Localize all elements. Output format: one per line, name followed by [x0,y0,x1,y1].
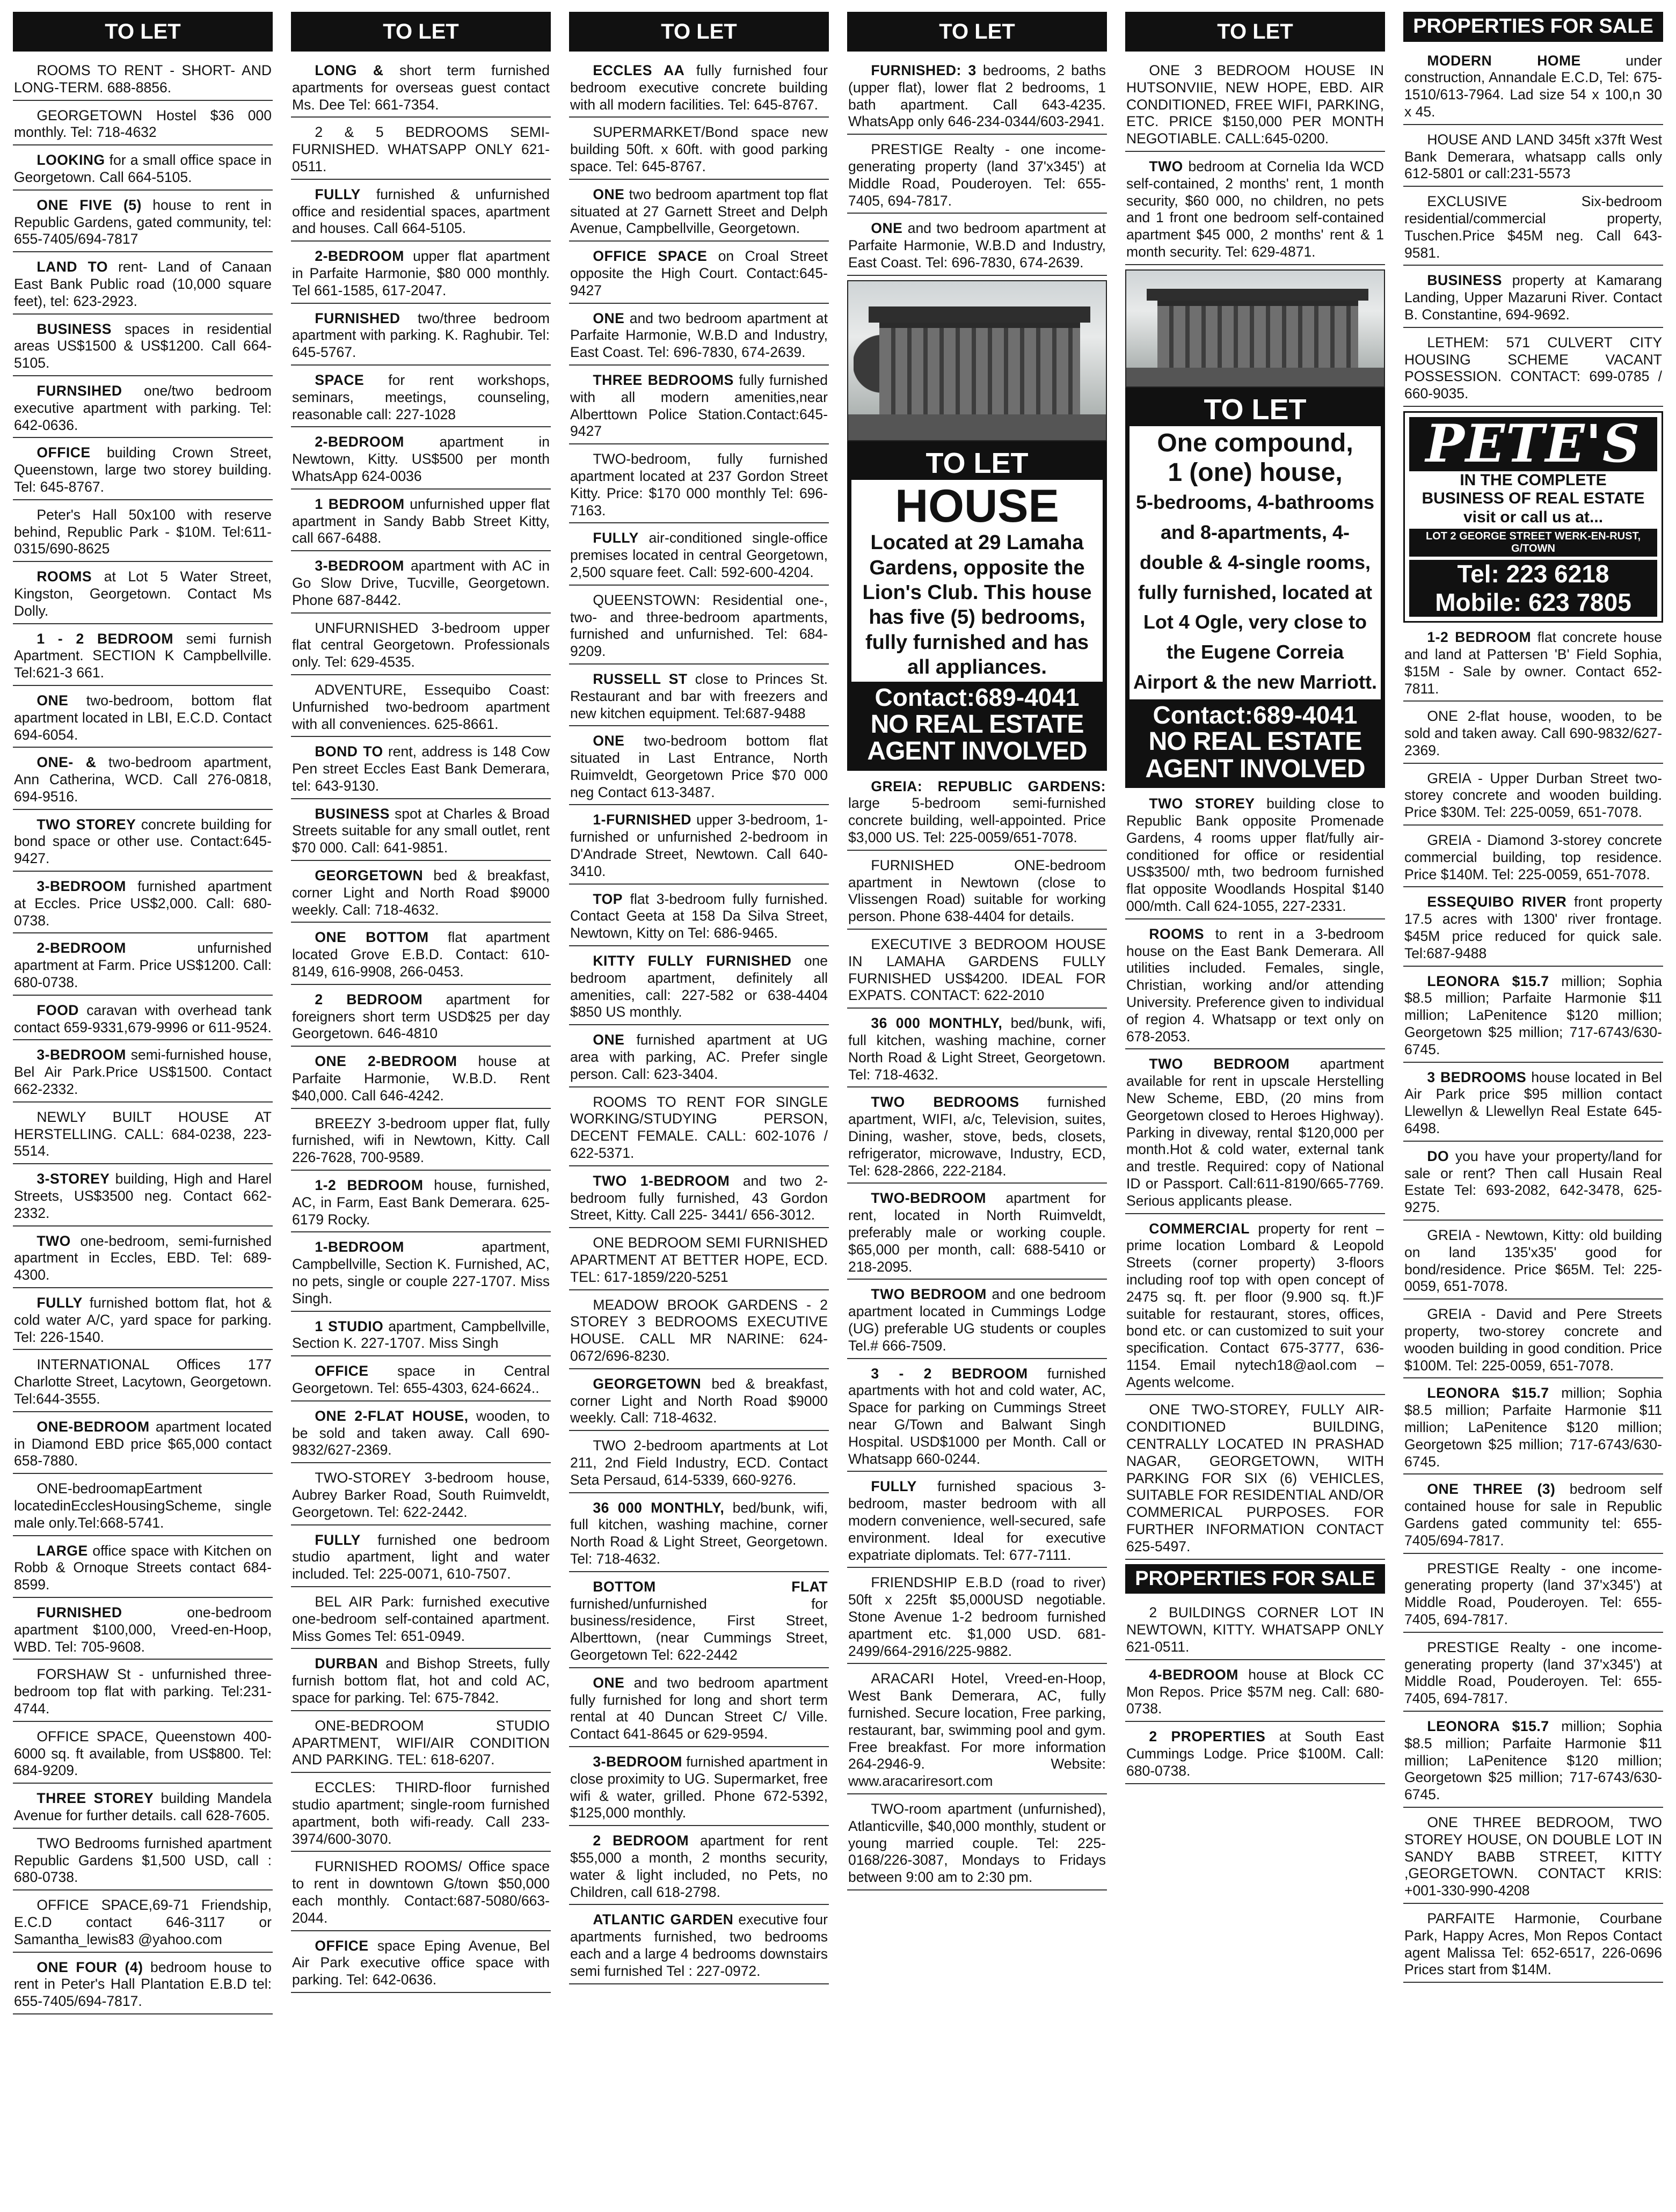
classified-ad: 1 BEDROOM unfurnished upper flat apartment in Sandy Babb Street Kitty, call 667-6488. [291,494,551,551]
classified-ad: ADVENTURE, Essequibo Coast: Unfurnished two-bedroom apartment with all conveniences. 625-8661. [291,680,551,737]
logo-mobile: Mobile: 623 7805 [1435,588,1631,617]
classified-ad: GREIA - Diamond 3-storey concrete commercial building, top residence. Price $140M. Tel: 225-0059, 651-7078. [1403,830,1663,887]
classified-ad: TWO Bedrooms furnished apartment Republic Gardens $1,500 USD, call : 680-0738. [13,1833,273,1890]
classified-ad: ROOMS at Lot 5 Water Street, Kingston, Georgetown. Contact Ms Dolly. [13,566,273,624]
classified-ad: TWO BEDROOM apartment available for rent in upscale Herstelling New Scheme, EBD, (20 mins from Georgetown closed to Heroes Highway). Parking in diveway, rental $120,000 per month.Hot & cold water, external tank and trestle. Required: copy of National ID or Passport. Call:611-8190/665-7769. Serious applicants please. [1125,1054,1385,1214]
classified-ad: FURNISHED two/three bedroom apartment with parking. K. Raghubir. Tel: 645-5767. [291,308,551,366]
classified-ad: BEL AIR Park: furnished executive one-bedroom self-contained apartment. Miss Gomes Tel: 651-0949. [291,1592,551,1649]
classified-ad: LOOKING for a small office space in Georgetown. Call 664-5105. [13,150,273,191]
classified-ad: THREE BEDROOMS fully furnished with all modern amenities,near Alberttown Police Station.Contact:645-9427 [569,370,829,444]
classified-ad: 1 STUDIO apartment, Campbellville, Section K. 227-1707. Miss Singh [291,1316,551,1357]
ad-list-top [1403,50,1663,407]
classified-ad: 3 BEDROOMS house located in Bel Air Park price $95 million contact Llewellyn & Llewellyn Real Estate 645-6498. [1403,1067,1663,1142]
ad-list [569,60,829,1984]
classified-ad: TWO STOREY concrete building for bond space or other use. Contact:645-9427. [13,814,273,872]
sale-ad-list [1125,1602,1385,1784]
classified-ad: TWO-BEDROOM apartment for rent, located in North Ruimveldt, preferably male or working couple. $65,000 per month, call: 688-5410 or 218-2095. [847,1188,1107,1280]
classified-ad: 36 000 MONTHLY, bed/bunk, wifi, full kitchen, washing machine, corner North Road & Light Street, Georgetown. Tel: 718-4632. [847,1013,1107,1087]
classified-ad: ONE-bedroomapEartment locatedinEcclesHousingScheme, single male only.Tel:668-5741. [13,1478,273,1536]
classified-ad: PARFAITE Harmonie, Courbane Park, Happy Acres, Mon Repos Contact agent Malissa Tel: 652-6517, 226-0696 Prices start from $14M. [1403,1908,1663,1983]
classified-ad: EXECUTIVE 3 BEDROOM HOUSE IN LAMAHA GARDENS FULLY FURNISHED US$4200. IDEAL FOR EXPATS. CONTACT: 622-2010 [847,934,1107,1009]
classified-ad: ESSEQUIBO RIVER front property 17.5 acres with 1300' river frontage. $45M price reduced for quick sale. Tel:687-9488 [1403,892,1663,966]
display-ad-big: HOUSE [895,480,1059,532]
classified-ad: LEONORA $15.7 million; Sophia $8.5 million; Parfaite Harmonie $11 million; LaPenitence $120 million; Georgetown $25 million; 717-6743/630-6745. [1403,1716,1663,1808]
classified-ad: ROOMS to rent in a 3-bedroom house on the East Bank Demerara. All utilities included. Females, single, Christian, working and/or attending University. Preference given to individual of region 4. Whatsapp or text only on 678-2053. [1125,924,1385,1050]
classified-ad: FULLY furnished & unfurnished office and residential spaces, apartment and houses. Call 664-5105. [291,184,551,242]
classified-ad: LAND TO rent- Land of Canaan East Bank Public road (10,000 square feet), tel: 623-2923. [13,257,273,314]
classified-ad: OFFICE building Crown Street, Queenstown, large two storey building. Tel: 645-8767. [13,442,273,500]
classified-ad: DURBAN and Bishop Streets, fully furnish bottom flat, hot and cold AC, space for parking. Tel: 675-7842. [291,1653,551,1711]
display-ad-line-1: One compound, [1157,428,1353,457]
classified-ad: LETHEM: 571 CULVERT CITY HOUSING SCHEME VACANT POSSESSION. CONTACT: 699-0785 / 660-9035. [1403,332,1663,407]
classified-ad: ONE 2-BEDROOM house at Parfaite Harmonie, W.B.D. Rent $40,000. Call 646-4242. [291,1051,551,1108]
classified-ad: BOTTOM FLAT furnished/unfurnished for business/residence, First Street, Alberttown, (near Cummings Street, Georgetown Tel: 622-2442 [569,1576,829,1668]
classified-ad: BUSINESS property at Kamarang Landing, Upper Mazaruni River. Contact B. Constantine, 694-9692. [1403,270,1663,327]
column-1 [13,12,273,2201]
classified-ad: ONE 3 BEDROOM HOUSE IN HUTSONVIIE, NEW HOPE, EBD. AIR CONDITIONED, FREE WIFI, PARKING, ETC. PRICE $150,000 PER MONTH NEGOTIABLE. CALL:645-0200. [1125,60,1385,152]
classified-ad: COMMERCIAL property for rent – prime location Lombard & Leopold Streets (corner property) 3-floors including roof top with open concept of 2475 sq. ft. per floor (9.900 sq. ft.)F suitable for restaurant, stores, offices, bond etc. or can customized to suit your specification. Contact 675-3777, 636-1154. Email nytech18@aol.com – Agents welcome. [1125,1218,1385,1396]
classified-ad: FRIENDSHIP E.B.D (road to river) 50ft x 225ft $5,000USD negotiable. Stone Avenue 1-2 bedroom furnished apartment etc. $1,000 USD. 681-2499/664-2916/225-9882. [847,1572,1107,1664]
section-header-to-let: TO LET [569,12,829,52]
classified-ad: 3-BEDROOM furnished apartment at Eccles. Price US$2,000. Call: 680-0738. [13,876,273,933]
classified-ad: GREIA: REPUBLIC GARDENS: large 5-bedroom semi-furnished concrete building, well-appointed. Price $3,000 US. Tel: 225-0059/651-7078. [847,776,1107,851]
classified-ad: ECCLES: THIRD-floor furnished studio apartment; single-room furnished apartment, both wifi-ready. Call 233-3974/600-3070. [291,1777,551,1852]
logo-tagline-2: BUSINESS OF REAL ESTATE [1422,490,1645,508]
logo-tel: Tel: 223 6218 [1457,560,1609,588]
classified-ad: FURNISHED: 3 bedrooms, 2 baths (upper flat), lower flat 2 bedrooms, 1 bath apartment. Call 643-4235. WhatsApp only 646-234-0344/603-2941. [847,60,1107,135]
ad-list-top [1125,60,1385,265]
classified-ad: ONE THREE (3) bedroom self contained house for sale in Republic Gardens gated community tel: 655-7405/694-7817. [1403,1479,1663,1553]
classified-ad: GREIA - David and Pere Streets property, two-storey concrete and wooden building in good condition. Price $100M. Tel: 225-0059, 651-7078. [1403,1304,1663,1378]
classified-ad: SUPERMARKET/Bond space new building 50ft. x 60ft. with good parking space. Tel: 645-8767. [569,122,829,179]
classified-ad: BUSINESS spaces in residential areas US$1500 & US$1200. Call 664-5105. [13,319,273,376]
classified-ad: TWO-STOREY 3-bedroom house, Aubrey Barker Road, South Ruimveldt, Georgetown. Tel: 622-2442. [291,1468,551,1525]
column-5 [1125,12,1385,2201]
classified-ad: ONE BOTTOM flat apartment located Grove E.B.D. Contact: 610-8149, 616-9908, 266-0453. [291,927,551,984]
display-ad-house [847,441,1107,771]
classified-ad: 2 BUILDINGS CORNER LOT IN NEWTOWN, KITTY. WHATSAPP ONLY 621-0511. [1125,1602,1385,1660]
classified-ad: FORSHAW St - unfurnished three-bedroom top flat with parking. Tel:231-4744. [13,1664,273,1721]
classified-ad: ONE TWO-STOREY, FULLY AIR-CONDITIONED BUILDING, CENTRALLY LOCATED IN PRASHAD NAGAR, GEORGETOWN, WITH PARKING FOR SIX (6) VEHICLES, SUITABLE FOR RESIDENTIAL AND/OR COMMERICAL PURPOSES. FOR FURTHER INFORMATION CONTACT 625-5497. [1125,1399,1385,1559]
classified-ad: FULLY furnished one bedroom studio apartment, light and water included. Tel: 225-0071, 610-7507. [291,1530,551,1587]
classified-ad: UNFURNISHED 3-bedroom upper flat central Georgetown. Professionals only. Tel: 629-4535. [291,618,551,675]
classified-ad: TWO one-bedroom, semi-furnished apartment in Eccles, EBD. Tel: 689-4300. [13,1231,273,1288]
petes-real-estate-ad [1403,411,1663,623]
classified-ad: ROOMS TO RENT FOR SINGLE WORKING/STUDYING PERSON, DECENT FEMALE. CALL: 602-1076 / 622-5371. [569,1092,829,1166]
classified-ad: INTERNATIONAL Offices 177 Charlotte Street, Lacytown, Georgetown. Tel:644-3555. [13,1354,273,1412]
section-header-to-let: TO LET [1125,12,1385,52]
classified-ad: 1 - 2 BEDROOM semi furnish Apartment. SECTION K Campbellville. Tel:621-3 661. [13,629,273,686]
classified-ad: ONE-BEDROOM STUDIO APARTMENT, WIFI/AIR CONDITION AND PARKING. TEL: 618-6207. [291,1715,551,1773]
classified-ad: ONE FIVE (5) house to rent in Republic Gardens, gated community, tel: 655-7405/694-7817 [13,195,273,252]
ground-shape [1126,368,1384,386]
classified-ad: TWO 1-BEDROOM and two 2-bedroom fully furnished, 43 Gordon Street, Kitty. Call 225- 3441/ 656-3012. [569,1171,829,1228]
classified-ad: 1-2 BEDROOM house, furnished, AC, in Farm, East Bank Demerara. 625-6179 Rocky. [291,1175,551,1232]
display-ad-compound [1125,388,1385,788]
display-ad-body: 5-bedrooms, 4-bathrooms and 8-apartments, 4-double & 4-single rooms, fully furnished, located at Lot 4 Ogle, very close to the Eugene Correia Airport & the new Marriott. [1133,491,1377,693]
classified-ad: 1-BEDROOM apartment, Campbellville, Section K. Furnished, AC, no pets, single or couple 227-1707. Miss Singh. [291,1237,551,1311]
classified-ad: NEWLY BUILT HOUSE AT HERSTELLING. CALL: 684-0238, 223-5514. [13,1107,273,1164]
building-shape [1157,301,1358,368]
classified-ad: 2 BEDROOM apartment for foreigners short term USD$25 per day Georgetown. 646-4810 [291,989,551,1047]
classified-ad: PRESTIGE Realty - one income-generating property (land 37'x345') at Middle Road, Pouderoyen. Tel: 655-7405, 694-7817. [1403,1637,1663,1712]
classified-ad: QUEENSTOWN: Residential one-, two- and three-bedroom apartments, furnished and unfurnished. Tel: 684-9209. [569,590,829,665]
logo-tagline-1: IN THE COMPLETE [1460,471,1607,489]
classified-ad: 2-BEDROOM apartment in Newtown, Kitty. US$500 per month WhatsApp 624-0036 [291,432,551,489]
classified-ad: FULLY furnished spacious 3-bedroom, master bedroom with all modern convenience, well-secured, safe environment. Ideal for executive expatriate diplomats. Tel: 677-7111. [847,1476,1107,1568]
classified-ad: ONE two-bedroom bottom flat situated in Last Entrance, North Ruimveldt, Georgetown Price $70 000 neg Contact 613-3487. [569,731,829,805]
ad-list-top [847,60,1107,276]
classified-ad: FULLY furnished bottom flat, hot & cold water A/C, yard space for parking. Tel: 226-1540. [13,1293,273,1350]
classified-ad: FULLY air-conditioned single-office premises located in central Georgetown, 2,500 square feet. Call: 592-600-4204. [569,528,829,585]
classified-ad: FURNISHED ONE-bedroom apartment in Newtown (close to Vlissengen Road) suitable for working person. Phone 638-4404 for details. [847,855,1107,930]
classified-ad: TWO STOREY building close to Republic Bank opposite Promenade Gardens, 4 rooms upper flat/fully air-conditioned for office or residential US$3500/ mth, two bedroom furnished flat opposite Woodlands Hospital $140 000/mth. Call 624-1055, 227-2331. [1125,793,1385,919]
classified-ad: ONE BEDROOM SEMI FURNISHED APARTMENT AT BETTER HOPE, ECD. TEL: 617-1859/220-5251 [569,1232,829,1290]
classified-ad: ONE and two bedroom apartment at Parfaite Harmonie, W.B.D and Industry, East Coast. Tel: 696-7830, 674-2639. [847,218,1107,275]
classified-ad: ONE-BEDROOM apartment located in Diamond EBD price $65,000 contact 658-7880. [13,1417,273,1474]
classified-ad: GEORGETOWN bed & breakfast, corner Light and North Road $9000 weekly. Call: 718-4632. [569,1374,829,1431]
classified-ad: BREEZY 3-bedroom upper flat, fully furnished, wifi in Newtown, Kitty. Call 226-7628, 700-9589. [291,1113,551,1171]
classified-ad: 3-BEDROOM semi-furnished house, Bel Air Park.Price US$1500. Contact 662-2332. [13,1045,273,1102]
ad-list [847,776,1107,1890]
classified-ad: MODERN HOME under construction, Annandale E.C.D, Tel: 675-1510/613-7964. Lad size 54 x 100,n 30 x 45. [1403,50,1663,125]
logo-address: LOT 2 GEORGE STREET WERK-EN-RUST, G/TOWN [1409,529,1657,557]
classified-ad: LEONORA $15.7 million; Sophia $8.5 million; Parfaite Harmonie $11 million; LaPenitence $120 million; Georgetown $25 million; 717-6743/630-6745. [1403,971,1663,1063]
classified-ad: 1-FURNISHED upper 3-bedroom, 1-furnished or unfurnished 2-bedroom in D'Andrade Street, Newtown. Call 640-3410. [569,809,829,884]
display-ad-title: TO LET [926,447,1029,479]
classified-ad: TWO BEDROOMS furnished apartment, WIFI, a/c, Television, suites, Dining, washer, stove, beds, closets, refrigerator, microwave, Industry, ECD, Tel: 628-2866, 222-2184. [847,1092,1107,1184]
classified-ad: GREIA - Newtown, Kitty: old building on land 135'x35' good for bond/residence. Price $65M. Tel: 225-0059, 651-7078. [1403,1225,1663,1300]
classified-ad: ROOMS TO RENT - SHORT- AND LONG-TERM. 688-8856. [13,60,273,101]
classified-ad: 2-BEDROOM upper flat apartment in Parfaite Harmonie, $80 000 monthly. Tel 661-1585, 617-2047. [291,246,551,303]
petes-logo: PETE'S [1409,417,1657,471]
classified-ad: ARACARI Hotel, Vreed-en-Hoop, West Bank Demerara, AC, fully furnished. Secure location, Free parking, restaurant, bar, swimming pool and gym. Free breakfast. For more information 264-2946-9. Website: www.aracariresort.com [847,1668,1107,1794]
section-header-to-let: TO LET [847,12,1107,52]
classified-ad: BUSINESS spot at Charles & Broad Streets suitable for any small outlet, rent $70 000. Call: 641-9851. [291,804,551,861]
classified-ad: HOUSE AND LAND 345ft x37ft West Bank Demerara, whatsapp calls only 612-5801 or call:231-5573 [1403,129,1663,187]
column-3 [569,12,829,2201]
display-ad-line-2: 1 (one) house, [1168,458,1343,487]
column-6 [1403,12,1663,2201]
ground-shape [848,414,1106,440]
column-2 [291,12,551,2201]
display-ad-contact: Contact:689-4041 [1153,700,1358,729]
display-ad-agent-note: NO REAL ESTATE AGENT INVOLVED [867,710,1087,766]
section-header-to-let: TO LET [13,12,273,52]
column-4 [847,12,1107,2201]
classified-ad: ONE THREE BEDROOM, TWO STOREY HOUSE, ON DOUBLE LOT IN SANDY BABB STREET, KITTY ,GEORGETOWN. CONTACT KRIS: +001-330-990-4208 [1403,1812,1663,1904]
classified-ad: ONE furnished apartment at UG area with parking, AC. Prefer single person. Call: 623-3404. [569,1030,829,1087]
classified-ad: ECCLES AA fully furnished four bedroom executive concrete building with all modern facilities. Tel: 645-8767. [569,60,829,118]
classified-ad: 3-STOREY building, High and Harel Streets, US$3500 neg. Contact 662-2332. [13,1169,273,1226]
classified-ad: 2 & 5 BEDROOMS SEMI-FURNISHED. WHATSAPP ONLY 621-0511. [291,122,551,179]
classified-ad: TWO-room apartment (unfurnished), Atlanticville, $40,000 monthly, student or young married couple. Tel: 225-0168/226-3087, Mondays to Fridays between 9:00 am to 2:30 pm. [847,1799,1107,1890]
classified-ad: TWO BEDROOM and one bedroom apartment located in Cummings Lodge (UG) preferable UG students or couples Tel.# 666-7509. [847,1284,1107,1359]
classified-ad: TOP flat 3-bedroom fully furnished. Contact Geeta at 158 Da Silva Street, Newtown, Kitty on Tel: 686-9465. [569,889,829,946]
classified-ad: ONE 2-flat house, wooden, to be sold and taken away. Call 690-9832/627-2369. [1403,706,1663,763]
classified-ad: RUSSELL ST close to Princes St. Restaurant and bar with freezers and new kitchen equipment. Tel:687-9488 [569,669,829,726]
logo-phone [1409,560,1657,617]
classified-ad: ONE and two bedroom apartment fully furnished for long and short term rental at 40 Duncan Street C/ Ville. Contact 641-8645 or 629-9594. [569,1673,829,1747]
classified-ad: TWO 2-bedroom apartments at Lot 211, 2nd Field Industry, ECD. Contact Seta Persaud, 614-5339, 660-9276. [569,1435,829,1493]
classified-ad: KITTY FULLY FURNISHED one bedroom apartment, definitely all amenities, call: 227-582 or 638-4404 $850 US monthly. [569,951,829,1025]
classified-ad: 1-2 BEDROOM flat concrete house and land at Pattersen 'B' Field Sophia, $15M - Sale by owner. Contact 652-7811. [1403,627,1663,702]
classified-ad: GEORGETOWN Hostel $36 000 monthly. Tel: 718-4632 [13,105,273,146]
classified-ad: FURNISHED one-bedroom apartment $100,000, Vreed-en-Hoop, WBD. Tel: 705-9608. [13,1602,273,1660]
classified-ad: 4-BEDROOM house at Block CC Mon Repos. Price $57M neg. Call: 680-0738. [1125,1665,1385,1722]
classified-ad: ONE FOUR (4) bedroom house to rent in Peter's Hall Plantation E.B.D tel: 655-7405/694-7817. [13,1957,273,2014]
ad-list [1403,627,1663,1983]
ad-list [1125,793,1385,1559]
classified-ad: ATLANTIC GARDEN executive four apartments furnished, two bedrooms each and a large 4 bedrooms downstairs semi furnished Tel : 227-0972. [569,1909,829,1984]
display-ad-white-panel [851,480,1103,682]
classified-ad: ONE two bedroom apartment top flat situated at 27 Garnett Street and Delph Avenue, Campbellville, Georgetown. [569,184,829,242]
display-ad-body: Located at 29 Lamaha Gardens, opposite the Lion's Club. This house has five (5) bedrooms, fully furnished and has all appliances. [862,531,1092,678]
classified-ad: FURNISHED ROOMS/ Office space to rent in downtown G/town $50,000 each monthly. Contact:687-5080/663-2044. [291,1856,551,1931]
classified-ad: ONE- & two-bedroom apartment, Ann Catherina, WCD. Call 276-0818, 694-9516. [13,752,273,809]
classified-ad: OFFICE SPACE, Queenstown 400-6000 sq. ft available, from US$800. Tel: 684-9209. [13,1726,273,1784]
building-shape [879,323,1080,415]
classified-ad: GEORGETOWN bed & breakfast, corner Light and North Road $9000 weekly. Call: 718-4632. [291,865,551,923]
classified-ad: 2 BEDROOM apartment for rent $55,000 a month, 2 months security, water & light included, no Pets, no Children, call 618-2798. [569,1830,829,1905]
display-ad-title: TO LET [1204,393,1307,426]
classified-ad: 36 000 MONTHLY, bed/bunk, wifi, full kitchen, washing machine, corner North Road & Light Street, Georgetown. Tel: 718-4632. [569,1498,829,1572]
ad-list [291,60,551,1993]
classified-ad: OFFICE space in Central Georgetown. Tel: 655-4303, 624-6624.. [291,1361,551,1401]
classified-ad: GREIA - Upper Durban Street two-storey concrete and wooden building. Price $30M. Tel: 225-0059, 651-7078. [1403,768,1663,826]
classified-ad: LONG & short term furnished apartments for overseas guest contact Ms. Dee Tel: 661-7354. [291,60,551,118]
display-ad-contact: Contact:689-4041 [875,683,1080,712]
roof-shape [1147,289,1368,301]
classified-ad: EXCLUSIVE Six-bedroom residential/commercial property, Tuschen.Price $45M neg. Call 643-9581. [1403,191,1663,266]
classified-ad: Peter's Hall 50x100 with reserve behind, Republic Park - $10M. Tel:611-0315/690-8625 [13,505,273,562]
classified-ad: TWO bedroom at Cornelia Ida WCD self-contained, 2 months' rent, 1 month security, $60 000, no children, no pets and 1 front one bedroom self-contained apartment $45 000, 2 months' rent & 1 month security. Tel: 629-4871. [1125,156,1385,265]
roof-shape [869,306,1090,323]
classified-ad: LARGE office space with Kitchen on Robb & Ornoque Streets contact 684-8599. [13,1541,273,1598]
display-ad-white-panel [1130,426,1381,699]
classified-ad: DO you have your property/land for sale or rent? Then call Husain Real Estate Tel: 693-2082, 642-3478, 625-9275. [1403,1146,1663,1221]
ad-list [13,60,273,2014]
classified-ad: 3 - 2 BEDROOM furnished apartments with hot and cold water, AC, Space for parking on Cummings Street near G/Town and Balwant Singh Hospital. USD$1000 per Month. Call or Whatsapp 660-0244. [847,1363,1107,1472]
classified-ad: FURNSIHED one/two bedroom executive apartment with parking. Tel: 642-0636. [13,381,273,438]
classified-ad: 2 PROPERTIES at South East Cummings Lodge. Price $100M. Call: 680-0738. [1125,1726,1385,1784]
classified-ad: ONE and two bedroom apartment at Parfaite Harmonie, W.B.D and Industry, East Coast. Tel: 696-7830, 674-2639. [569,308,829,366]
display-ad-agent-note: NO REAL ESTATE AGENT INVOLVED [1145,727,1365,783]
classified-ad: 3-BEDROOM furnished apartment in close proximity to UG. Supermarket, free wifi & water, grilled. Phone 672-5392, $125,000 monthly. [569,1751,829,1826]
classified-ad: ONE 2-FLAT HOUSE, wooden, to be sold and taken away. Call 690-9832/627-2369. [291,1406,551,1463]
classified-ad: ONE two-bedroom, bottom flat apartment located in LBI, E.C.D. Contact 694-6054. [13,690,273,748]
classified-ad: OFFICE space Eping Avenue, Bel Air Park executive office space with parking. Tel: 642-0636. [291,1936,551,1993]
classified-ad: FOOD caravan with overhead tank contact 659-9331,679-9996 or 611-9524. [13,1000,273,1041]
classified-ad: OFFICE SPACE on Croal Street opposite the High Court. Contact:645-9427 [569,246,829,303]
section-header-to-let: TO LET [291,12,551,52]
house-photo [847,280,1107,441]
classified-ad: 2-BEDROOM unfurnished apartment at Farm. Price US$1200. Call: 680-0738. [13,938,273,995]
section-header-for-sale: PROPERTIES FOR SALE [1403,12,1663,42]
section-header-for-sale: PROPERTIES FOR SALE [1125,1564,1385,1594]
classified-ad: MEADOW BROOK GARDENS - 2 STOREY 3 BEDROOMS EXECUTIVE HOUSE. CALL MR NARINE: 624-0672/696-8230. [569,1295,829,1369]
classified-ad: PRESTIGE Realty - one income-generating property (land 37'x345') at Middle Road, Pouderoyen. Tel: 655-7405, 694-7817. [847,139,1107,214]
classified-ad: PRESTIGE Realty - one income-generating property (land 37'x345') at Middle Road, Pouderoyen. Tel: 655-7405, 694-7817. [1403,1558,1663,1633]
classified-ad: THREE STOREY building Mandela Avenue for further details. call 628-7605. [13,1788,273,1829]
classified-ad: LEONORA $15.7 million; Sophia $8.5 million; Parfaite Harmonie $11 million; LaPenitence $120 million; Georgetown $25 million; 717-6743/630-6745. [1403,1383,1663,1474]
apartment-photo [1125,269,1385,388]
classified-ad: 3-BEDROOM apartment with AC in Go Slow Drive, Tucville, Georgetown. Phone 687-8442. [291,556,551,613]
classified-ad: SPACE for rent workshops, seminars, meetings, counseling, reasonable call: 227-1028 [291,370,551,427]
logo-tagline-3: visit or call us at... [1463,508,1604,526]
classified-ad: BOND TO rent, address is 148 Cow Pen street Eccles East Bank Demerara, tel: 643-9130. [291,741,551,799]
classified-ad: OFFICE SPACE,69-71 Friendship, E.C.D contact 646-3117 or Samantha_lewis83 @yahoo.com [13,1895,273,1952]
classified-ad: TWO-bedroom, fully furnished apartment located at 237 Gordon Street Kitty. Price: $170 000 monthly Tel: 696-7163. [569,449,829,523]
